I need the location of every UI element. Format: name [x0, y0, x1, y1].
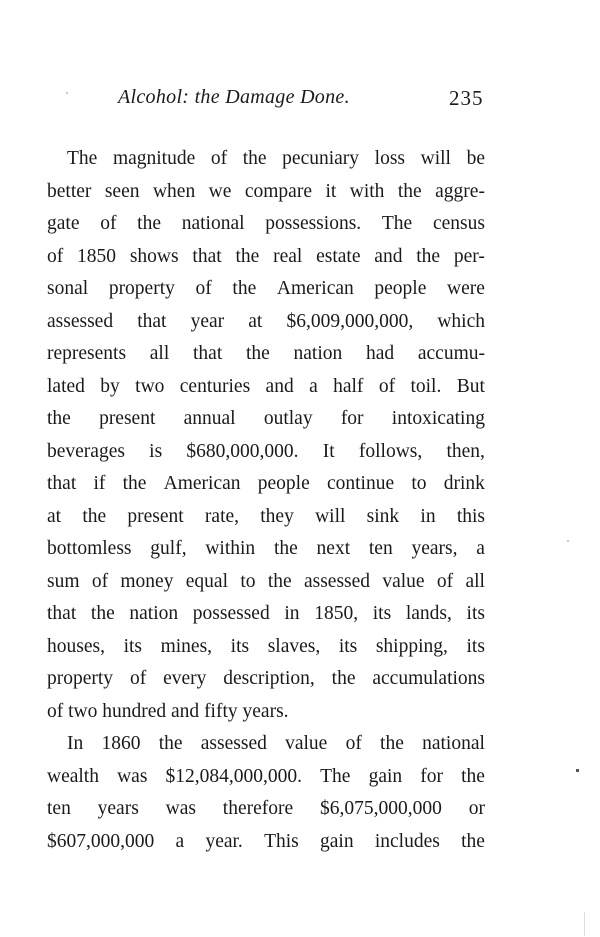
text-line	[47, 143, 485, 176]
word: centuries	[179, 375, 251, 397]
text-line	[47, 761, 485, 794]
word: that	[47, 603, 77, 624]
word: accumulations	[372, 668, 485, 689]
word: of	[47, 700, 64, 722]
word: of	[129, 668, 147, 689]
word: shows	[129, 245, 179, 267]
word: ten	[368, 538, 393, 559]
text-line	[47, 663, 485, 696]
word: rate,	[204, 505, 240, 527]
word: of	[91, 570, 109, 592]
word: equal	[185, 570, 229, 592]
word: hundred	[102, 700, 167, 722]
word: when	[152, 180, 196, 202]
word: aggre-	[435, 180, 485, 202]
word: the	[242, 148, 267, 169]
text-line	[47, 631, 485, 664]
word: at	[47, 505, 62, 527]
text-line	[47, 728, 485, 761]
word: $6,075,000,000	[320, 798, 442, 819]
word: value	[382, 570, 425, 592]
word: gate	[47, 213, 80, 234]
word: gain	[320, 830, 354, 852]
word: census	[432, 213, 485, 234]
word: and	[171, 700, 200, 722]
word: its	[466, 635, 485, 657]
page-header	[0, 86, 600, 120]
word: intoxicating	[391, 408, 485, 429]
word: of	[100, 213, 117, 234]
word: property	[47, 668, 114, 689]
word: therefore	[222, 798, 294, 819]
word: of	[195, 278, 212, 299]
word: years.	[242, 700, 289, 722]
word: It	[322, 440, 335, 462]
word: gulf,	[150, 538, 187, 559]
text-line	[47, 241, 485, 274]
word: that	[193, 343, 223, 364]
word: national	[181, 213, 245, 234]
word: shipping,	[375, 635, 448, 657]
word: seen	[104, 180, 140, 202]
word: represents	[47, 343, 127, 364]
word: this	[456, 505, 485, 527]
word: houses,	[47, 635, 105, 657]
word: slaves,	[267, 635, 321, 657]
word: next	[316, 538, 351, 559]
word: bottomless	[47, 538, 132, 559]
word: that	[192, 245, 222, 267]
word: in	[284, 603, 300, 624]
word: The	[381, 213, 413, 234]
word: drink	[443, 473, 485, 494]
word: every	[163, 668, 207, 689]
word: per-	[453, 245, 485, 267]
word: of	[47, 245, 64, 267]
word: the	[137, 213, 161, 234]
word: the	[232, 278, 257, 299]
word: had	[365, 343, 395, 364]
word: all	[149, 343, 170, 364]
word: a	[175, 830, 185, 852]
word: follows,	[358, 440, 423, 462]
word: 1850	[77, 245, 117, 267]
word: $12,084,000,000.	[165, 765, 303, 787]
word: assessed	[200, 733, 267, 754]
word: possessions.	[265, 213, 362, 234]
word: of	[436, 570, 454, 592]
word: outlay	[263, 408, 313, 429]
text-line	[47, 176, 485, 209]
word: wealth	[47, 765, 99, 787]
word: the	[273, 538, 298, 559]
word: The	[320, 765, 351, 787]
text-line	[47, 696, 485, 729]
word: then,	[446, 440, 485, 462]
word: the	[245, 343, 270, 364]
word: value	[285, 733, 328, 754]
word: the	[47, 408, 71, 429]
word: the	[122, 473, 147, 494]
word: gain	[368, 765, 403, 787]
page-number: 235	[449, 86, 484, 110]
word: the	[397, 180, 422, 202]
text-line	[47, 273, 485, 306]
word: the	[90, 603, 115, 624]
word: In	[67, 733, 84, 754]
word: be	[466, 148, 485, 169]
word: compare	[244, 180, 312, 202]
word: beverages	[47, 440, 125, 462]
word: nation	[293, 343, 343, 364]
word: to	[411, 473, 427, 494]
word: loss	[374, 148, 406, 169]
word: $6,009,000,000,	[286, 310, 414, 332]
text-line	[47, 793, 485, 826]
word: was	[165, 798, 196, 819]
word: real	[273, 245, 303, 267]
text-line	[47, 533, 485, 566]
word: present	[127, 505, 184, 527]
word: the	[331, 668, 356, 689]
word: its	[338, 635, 358, 657]
text-line	[47, 566, 485, 599]
word: description,	[223, 668, 315, 689]
word: people	[257, 473, 310, 494]
text-line	[47, 826, 485, 859]
word: better	[47, 180, 92, 202]
word: will	[420, 148, 451, 169]
text-line	[47, 403, 485, 436]
word: American	[163, 473, 241, 494]
word: will	[315, 505, 346, 527]
word: with	[349, 180, 385, 202]
word: assessed	[47, 310, 114, 332]
word: present	[99, 408, 156, 429]
text-line	[47, 371, 485, 404]
scan-speck	[567, 540, 569, 542]
word: of	[345, 733, 362, 754]
word: mines,	[160, 635, 213, 657]
word: by	[100, 375, 120, 397]
word: lands,	[405, 603, 452, 624]
text-line	[47, 306, 485, 339]
word: This	[264, 830, 299, 852]
word: the	[461, 765, 485, 787]
word: a	[309, 375, 318, 397]
word: for	[420, 765, 444, 787]
word: its	[466, 603, 485, 624]
word: sum	[47, 570, 80, 592]
text-line	[47, 598, 485, 631]
word: they	[260, 505, 294, 527]
word: the	[416, 245, 441, 267]
word: to	[240, 570, 256, 592]
running-title: Alcohol: the Damage Done.	[118, 86, 350, 108]
scan-speck	[66, 92, 68, 94]
word: includes	[374, 830, 440, 852]
word: $680,000,000.	[186, 440, 299, 462]
word: pecuniary	[282, 148, 360, 169]
body-text	[47, 143, 485, 858]
word: its	[230, 635, 250, 657]
word: years	[97, 798, 139, 819]
word: continue	[326, 473, 395, 494]
word: fifty	[204, 700, 238, 722]
word: of	[378, 375, 396, 397]
word: nation	[129, 603, 179, 624]
word: the	[267, 570, 292, 592]
word: if	[93, 473, 106, 494]
word: we	[208, 180, 232, 202]
word: two	[68, 700, 98, 722]
text-line	[47, 208, 485, 241]
word: year.	[205, 830, 243, 852]
word: is	[149, 440, 163, 462]
word: a	[476, 538, 485, 559]
word: assessed	[303, 570, 371, 592]
word: or	[468, 798, 485, 819]
word: ten	[47, 798, 71, 819]
word: But	[456, 375, 485, 397]
word: sink	[366, 505, 400, 527]
word: that	[47, 473, 77, 494]
word: and	[265, 375, 294, 397]
word: the	[380, 733, 404, 754]
word: estate	[316, 245, 361, 267]
word: of	[210, 148, 228, 169]
word: its	[372, 603, 392, 624]
word: two	[135, 375, 165, 397]
word: its	[123, 635, 142, 657]
word: was	[117, 765, 148, 787]
word: within	[205, 538, 256, 559]
word: which	[437, 310, 485, 332]
word: were	[447, 278, 485, 299]
word: money	[120, 570, 174, 592]
word: all	[465, 570, 485, 592]
text-line	[47, 436, 485, 469]
word: half	[333, 375, 364, 397]
text-line	[47, 468, 485, 501]
word: the	[82, 505, 107, 527]
word: toil.	[410, 375, 442, 397]
word: for	[340, 408, 364, 429]
word: people	[374, 278, 427, 299]
scan-edge-line	[584, 912, 585, 936]
word: that	[137, 310, 167, 332]
word: years,	[411, 538, 458, 559]
word: sonal	[47, 278, 89, 299]
text-line	[47, 338, 485, 371]
word: $607,000,000	[47, 830, 155, 852]
word: magnitude	[112, 148, 196, 169]
word: property	[108, 278, 175, 299]
word: the	[235, 245, 260, 267]
word: in	[420, 505, 436, 527]
word: accumu-	[417, 343, 485, 364]
word: annual	[183, 408, 236, 429]
word: year	[190, 310, 225, 332]
word: The	[67, 148, 98, 169]
word: 1850,	[314, 603, 359, 624]
text-line	[47, 501, 485, 534]
word: lated	[47, 375, 85, 397]
word: the	[158, 733, 183, 754]
word: 1860	[101, 733, 141, 754]
word: American	[276, 278, 354, 299]
word: the	[461, 830, 485, 852]
word: it	[325, 180, 337, 202]
scan-speck	[576, 769, 579, 772]
word: national	[422, 733, 485, 754]
word: possessed	[192, 603, 270, 624]
word: and	[374, 245, 403, 267]
word: at	[248, 310, 263, 332]
